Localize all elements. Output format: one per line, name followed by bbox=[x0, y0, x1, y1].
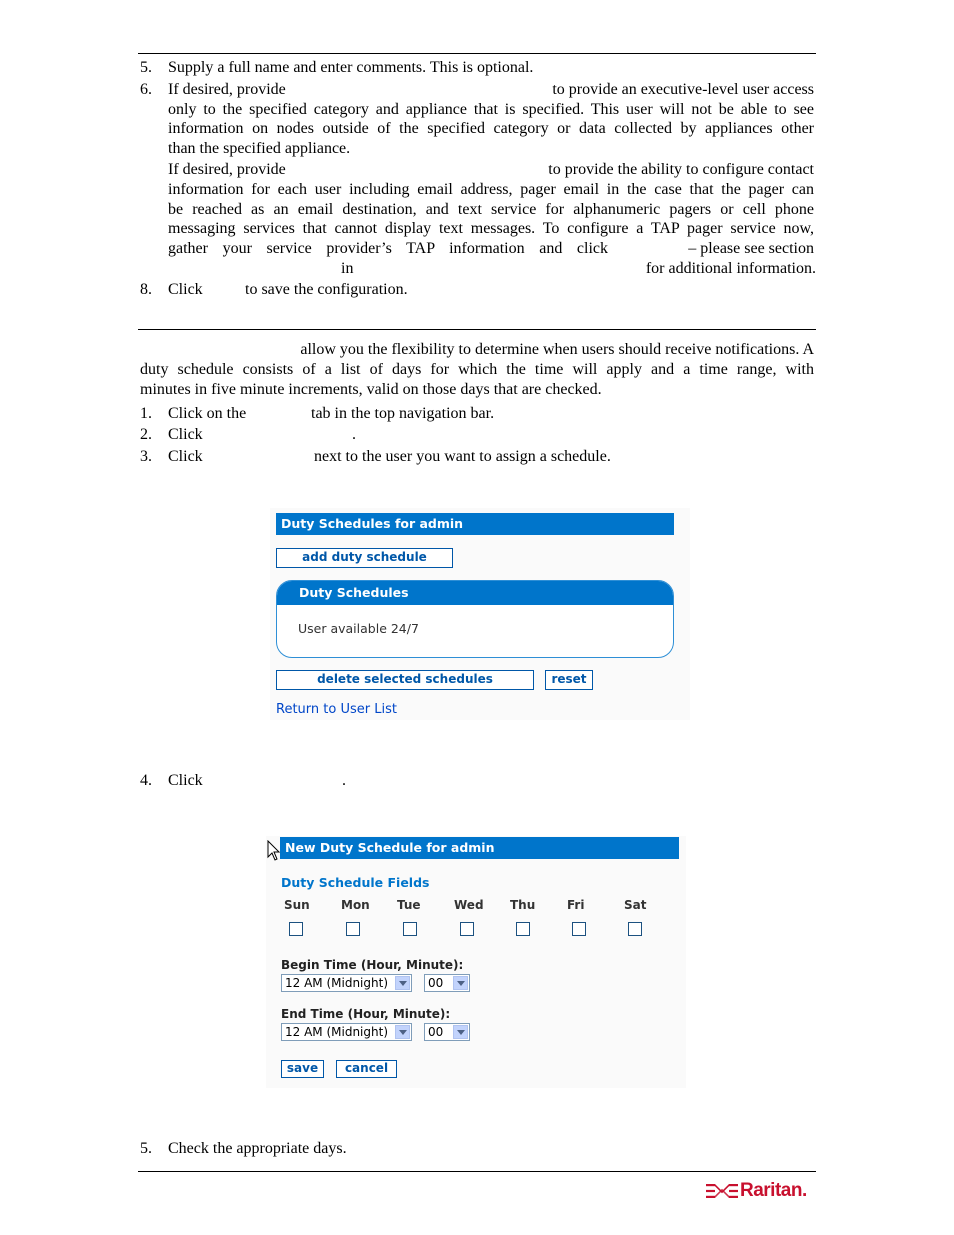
end-minute-select[interactable] bbox=[424, 1023, 470, 1041]
begin-time-label: Begin Time (Hour, Minute): bbox=[281, 958, 464, 972]
intro-text: duty schedule consists of a list of days for which the time will apply and a time range, with bbox=[140, 361, 814, 378]
screen-title-bar: New Duty Schedule for admin bbox=[280, 837, 679, 859]
step-number: 5. bbox=[140, 59, 152, 76]
step-text: Check the appropriate days. bbox=[168, 1140, 347, 1157]
top-rule bbox=[138, 53, 816, 54]
step-text: Click bbox=[168, 448, 203, 465]
mouse-cursor-icon bbox=[267, 840, 281, 862]
day-label-fri: Fri bbox=[567, 898, 585, 912]
screen-title-bar: Duty Schedules for admin bbox=[276, 513, 674, 535]
chevron-down-icon bbox=[453, 1025, 468, 1039]
begin-hour-value: 12 AM (Midnight) bbox=[285, 976, 388, 990]
step-number: 3. bbox=[140, 448, 152, 465]
step-text: be reached as an email destination, and text service for alphanumeric pagers or cell phone bbox=[168, 201, 814, 218]
delete-selected-schedules-button[interactable]: delete selected schedules bbox=[276, 670, 534, 690]
step-number: 8. bbox=[140, 281, 152, 298]
raritan-logo bbox=[706, 1180, 816, 1204]
step-number: 1. bbox=[140, 405, 152, 422]
step-number: 4. bbox=[140, 772, 152, 789]
step-text: Click bbox=[168, 772, 203, 789]
cancel-button[interactable]: cancel bbox=[336, 1060, 397, 1078]
checkbox-thu[interactable] bbox=[516, 922, 530, 936]
step-text: Click on the bbox=[168, 405, 247, 422]
chevron-down-icon bbox=[395, 1025, 410, 1039]
add-duty-schedule-button[interactable]: add duty schedule bbox=[276, 548, 453, 568]
step-text: If desired, provide bbox=[168, 161, 286, 178]
end-time-label: End Time (Hour, Minute): bbox=[281, 1007, 451, 1021]
day-label-mon: Mon bbox=[341, 898, 370, 912]
section-rule bbox=[138, 329, 816, 330]
day-label-sun: Sun bbox=[284, 898, 310, 912]
step-text: . bbox=[352, 426, 356, 443]
begin-minute-value: 00 bbox=[428, 976, 444, 990]
step-text: . bbox=[342, 772, 346, 789]
schedule-item[interactable]: User available 24/7 bbox=[298, 621, 419, 636]
intro-text: allow you the flexibility to determine when users should receive notifications. A bbox=[300, 341, 814, 358]
checkbox-mon[interactable] bbox=[346, 922, 360, 936]
end-hour-value: 12 AM (Midnight) bbox=[285, 1025, 388, 1039]
step-text: – please see section bbox=[688, 240, 814, 257]
raritan-wordmark: Raritan. bbox=[740, 1180, 807, 1201]
duty-schedules-screen bbox=[270, 508, 690, 720]
day-label-tue: Tue bbox=[397, 898, 421, 912]
step-text: messaging services that cannot display text messages. To configure a TAP pager service now, bbox=[168, 220, 814, 237]
checkbox-sat[interactable] bbox=[628, 922, 642, 936]
duty-schedules-panel bbox=[276, 580, 674, 658]
checkbox-fri[interactable] bbox=[572, 922, 586, 936]
end-hour-select[interactable] bbox=[281, 1023, 412, 1041]
step-text: information for each user including email address, pager email in the case that the pager can bbox=[168, 181, 814, 198]
footer-rule bbox=[138, 1171, 816, 1172]
begin-minute-select[interactable] bbox=[424, 974, 470, 992]
save-button[interactable]: save bbox=[281, 1060, 324, 1078]
checkbox-tue[interactable] bbox=[403, 922, 417, 936]
step-text: gather your service provider’s TAP information and click bbox=[168, 240, 608, 257]
step-text: to provide the ability to configure contact bbox=[548, 161, 814, 178]
step-text: to provide an executive-level user access bbox=[552, 81, 814, 98]
begin-hour-select[interactable] bbox=[281, 974, 412, 992]
return-to-user-list-link[interactable]: Return to User List bbox=[276, 702, 397, 717]
end-minute-value: 00 bbox=[428, 1025, 444, 1039]
new-duty-schedule-screen bbox=[266, 836, 686, 1088]
day-label-thu: Thu bbox=[510, 898, 536, 912]
step-number: 6. bbox=[140, 81, 152, 98]
step-text: to save the configuration. bbox=[245, 281, 408, 298]
step-text: Click bbox=[168, 426, 203, 443]
step-text: Supply a full name and enter comments. This is optional. bbox=[168, 59, 534, 76]
step-number: 2. bbox=[140, 426, 152, 443]
step-text: information on nodes outside of the specified category or data collected by appliances other bbox=[168, 120, 814, 137]
reset-button[interactable]: reset bbox=[545, 670, 593, 690]
chevron-down-icon bbox=[453, 976, 468, 990]
step-text: Click bbox=[168, 281, 203, 298]
day-label-wed: Wed bbox=[454, 898, 484, 912]
raritan-logo-icon bbox=[706, 1183, 738, 1199]
checkbox-sun[interactable] bbox=[289, 922, 303, 936]
fields-heading: Duty Schedule Fields bbox=[281, 875, 430, 890]
checkbox-wed[interactable] bbox=[460, 922, 474, 936]
step-text: than the specified appliance. bbox=[168, 140, 351, 157]
day-label-sat: Sat bbox=[624, 898, 647, 912]
step-text: for additional information. bbox=[645, 260, 816, 277]
panel-title: Duty Schedules bbox=[277, 581, 673, 605]
chevron-down-icon bbox=[395, 976, 410, 990]
step-text: only to the specified category and appliance that is specified. This user will not be able to see bbox=[168, 101, 814, 118]
step-text: next to the user you want to assign a schedule. bbox=[314, 448, 611, 465]
step-text: If desired, provide bbox=[168, 81, 286, 98]
step-number: 5. bbox=[140, 1140, 152, 1157]
step-text: tab in the top navigation bar. bbox=[311, 405, 495, 422]
step-text: in bbox=[341, 260, 354, 277]
intro-text: minutes in five minute increments, valid on those days that are checked. bbox=[140, 381, 602, 398]
